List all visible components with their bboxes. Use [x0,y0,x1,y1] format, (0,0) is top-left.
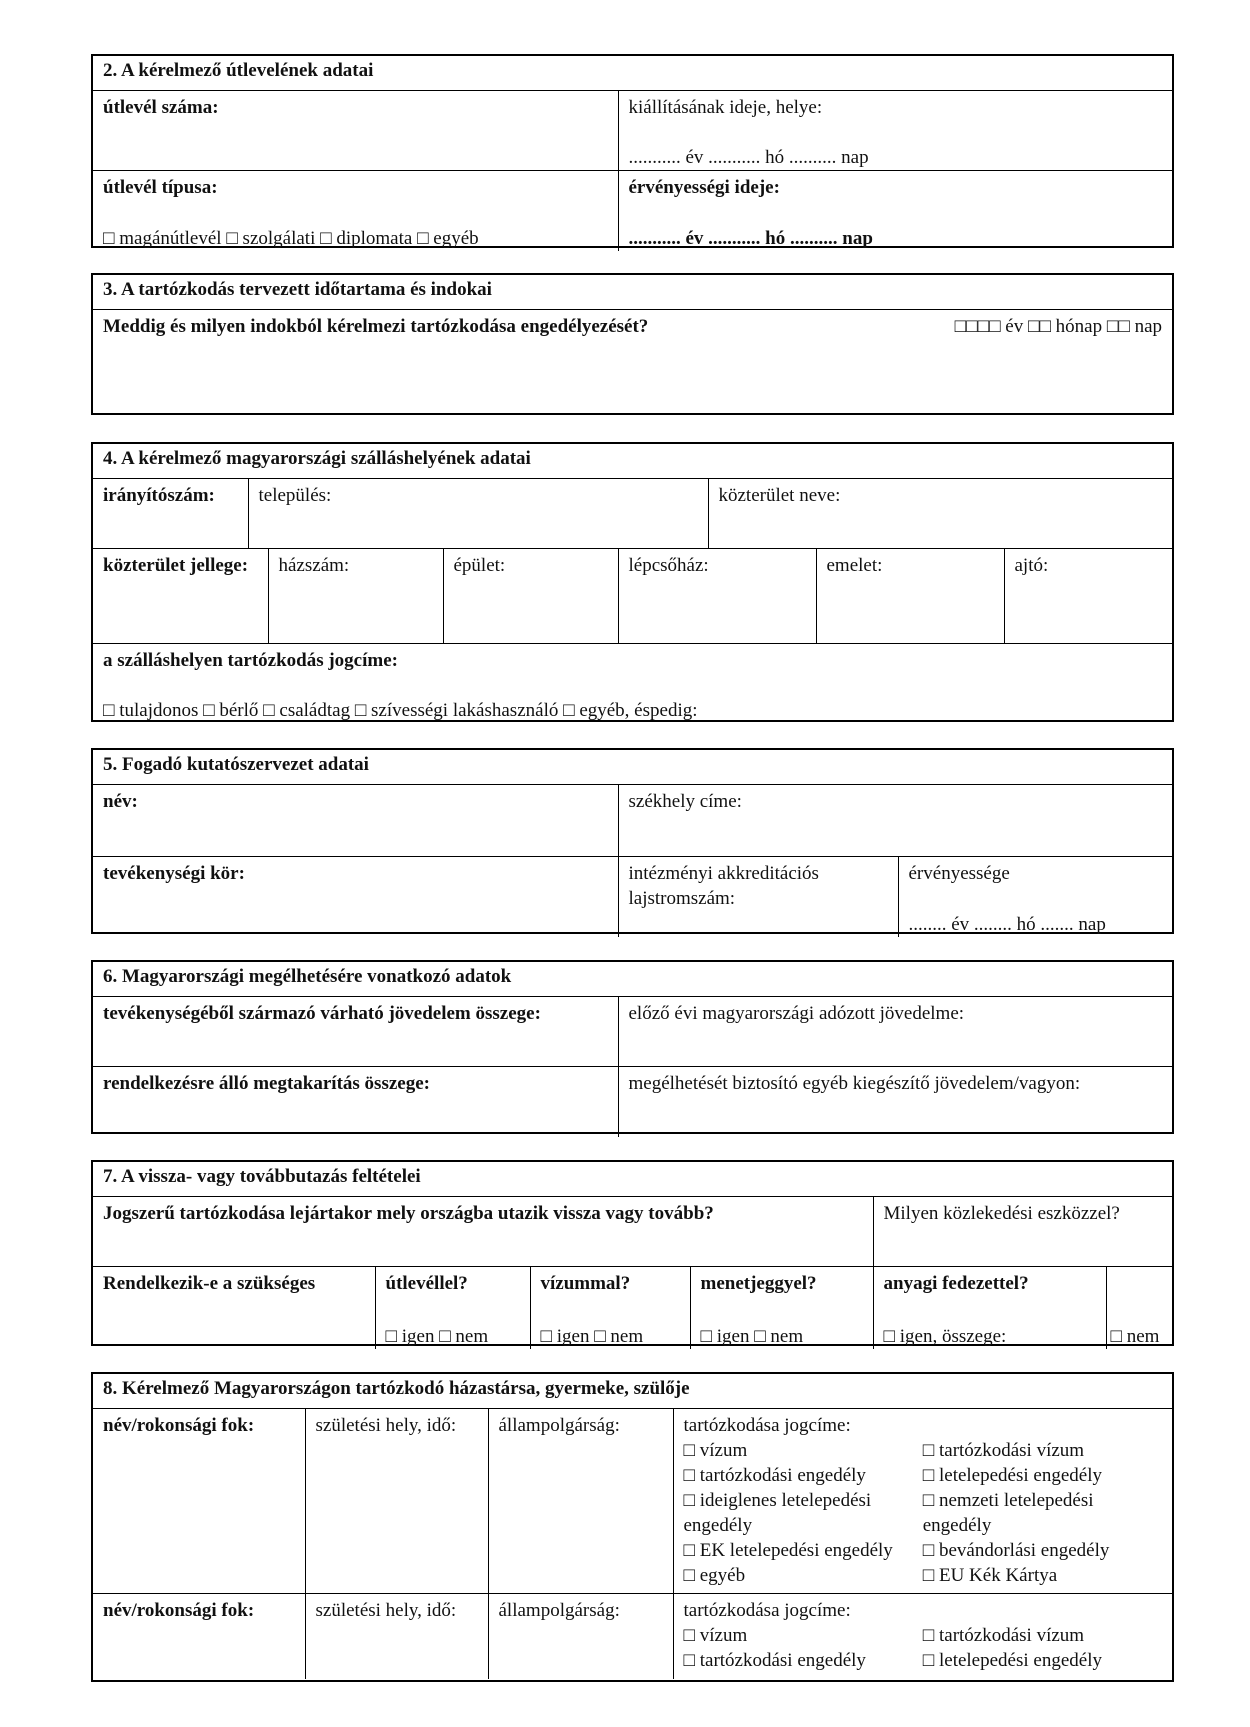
status-option[interactable]: □ EU Kék Kártya [922,1565,1058,1586]
return-country-field[interactable]: Jogszerű tartózkodása lejártakor mely országba utazik vissza vagy tovább? [93,1197,873,1267]
building-field[interactable]: épület: [443,549,618,644]
accreditation-validity-field[interactable] [898,857,1172,937]
status-option[interactable]: □ egyéb [683,1565,746,1586]
funds-no-option[interactable]: □ nem [1110,1325,1160,1347]
org-name-field[interactable]: név: [93,785,618,857]
relative-status-field[interactable] [673,1594,1172,1679]
org-seat-field[interactable]: székhely címe: [618,785,1172,857]
savings-field[interactable]: rendelkezésre álló megtakarítás összege: [93,1067,618,1137]
passport-type-label: útlevél típusa: [103,177,218,198]
section-relatives [91,1372,1174,1682]
section-title: 2. A kérelmező útlevelének adatai [93,56,1172,91]
relative-status-label: tartózkodása jogcíme: [683,1415,851,1436]
relative-citizenship-field[interactable]: állampolgárság: [488,1409,673,1594]
passport-check-options[interactable]: □ igen □ nem [385,1325,489,1347]
section-research-org [91,748,1174,934]
status-option[interactable]: □ vízum [683,1440,748,1461]
status-option[interactable]: □ bevándorlási engedély [922,1540,1110,1561]
city-field[interactable]: település: [248,479,708,549]
accommodation-title-options[interactable]: □ tulajdonos □ bérlő □ családtag □ szívességi lakáshasználó □ egyéb, éspedig: [103,699,698,721]
passport-type-options[interactable]: □ magánútlevél □ szolgálati □ diplomata □ egyéb [103,227,479,249]
stay-duration[interactable]: □□□□ év □□ hónap □□ nap [954,316,1162,337]
status-option[interactable]: □ tartózkodási vízum [922,1625,1085,1646]
status-option[interactable]: □ letelepedési engedély [922,1465,1102,1486]
ticket-check-label: menetjeggyel? [700,1273,817,1294]
section-title: 7. A vissza- vagy továbbutazás feltételei [93,1162,1172,1197]
issue-label: kiállításának ideje, helye: [628,97,823,118]
status-option[interactable]: □ tartózkodási engedély [683,1650,866,1671]
passport-number-field[interactable]: útlevél száma: [93,91,618,171]
status-option[interactable]: □ ideiglenes letelepedési engedély [683,1490,872,1536]
visa-check-options[interactable]: □ igen □ nem [540,1325,644,1347]
status-option[interactable]: □ nemzeti letelepedési engedély [922,1490,1094,1536]
relative-birth-field[interactable]: születési hely, idő: [305,1409,488,1594]
section-subsistence [91,960,1174,1134]
floor-field[interactable]: emelet: [816,549,1004,644]
section-title: 5. Fogadó kutatószervezet adatai [93,750,1172,785]
section-title: 6. Magyarországi megélhetésére vonatkozó adatok [93,962,1172,997]
activity-field[interactable]: tevékenységi kör: [93,857,618,937]
status-option[interactable]: □ vízum [683,1625,748,1646]
accreditation-validity-date: ........ év ........ hó ....... nap [908,913,1106,935]
expected-income-field[interactable]: tevékenységéből származó várható jövedelem összege: [93,997,618,1067]
stay-reason-field[interactable] [93,310,1172,418]
funds-no-field[interactable] [1106,1267,1172,1349]
relative-name-field[interactable]: név/rokonsági fok: [93,1594,305,1679]
section-return-travel [91,1160,1174,1346]
accommodation-title-label: a szálláshelyen tartózkodás jogcíme: [103,650,398,671]
issue-field[interactable] [618,91,1172,171]
street-type-field[interactable]: közterület jellege: [93,549,268,644]
accreditation-field[interactable]: intézményi akkreditációs lajstromszám: [618,857,898,937]
relative-status-field[interactable] [673,1409,1172,1594]
door-field[interactable]: ajtó: [1004,549,1172,644]
stay-question: Meddig és milyen indokból kérelmezi tartózkodása engedélyezését? [103,316,649,337]
passport-check-label: útlevéllel? [385,1273,468,1294]
status-option[interactable]: □ tartózkodási engedély [683,1465,866,1486]
status-option[interactable]: □ tartózkodási vízum [922,1440,1085,1461]
staircase-field[interactable]: lépcsőház: [618,549,816,644]
ticket-check-options[interactable]: □ igen □ nem [700,1325,804,1347]
accommodation-title-field[interactable] [93,644,1172,723]
issue-date: ........... év ........... hó .......... nap [628,147,869,168]
funds-check-label: anyagi fedezettel? [883,1273,1029,1294]
prev-income-field[interactable]: előző évi magyarországi adózott jövedelme: [618,997,1172,1067]
street-name-field[interactable]: közterület neve: [708,479,1172,549]
validity-label: érvényességi ideje: [628,177,780,198]
relative-birth-field[interactable]: születési hely, idő: [305,1594,488,1679]
validity-date: ........... év ........... hó .......... nap [628,227,873,249]
house-number-field[interactable]: házszám: [268,549,443,644]
transport-field[interactable]: Milyen közlekedési eszközzel? [873,1197,1172,1267]
visa-check-label: vízummal? [540,1273,631,1294]
relative-citizenship-field[interactable]: állampolgárság: [488,1594,673,1679]
visa-check-field[interactable] [530,1267,690,1349]
section-title: 3. A tartózkodás tervezett időtartama és indokai [93,275,1172,310]
funds-check-options[interactable]: □ igen, összege: [883,1325,1007,1347]
section-title: 4. A kérelmező magyarországi szálláshelyének adatai [93,444,1172,479]
status-option[interactable]: □ letelepedési engedély [922,1650,1102,1671]
status-option[interactable]: □ EK letelepedési engedély [683,1540,893,1561]
section-title: 8. Kérelmező Magyarországon tartózkodó házastársa, gyermeke, szülője [93,1374,1172,1409]
section-stay [91,273,1174,415]
passport-check-field[interactable] [375,1267,530,1349]
requirements-label: Rendelkezik-e a szükséges [93,1267,375,1349]
other-income-field[interactable]: megélhetését biztosító egyéb kiegészítő jövedelem/vagyon: [618,1067,1172,1137]
relative-name-field[interactable]: név/rokonsági fok: [93,1409,305,1594]
relative-status-label: tartózkodása jogcíme: [683,1600,851,1621]
accreditation-validity-label: érvényessége [908,863,1010,884]
ticket-check-field[interactable] [690,1267,873,1349]
section-passport [91,54,1174,248]
funds-check-field[interactable] [873,1267,1106,1349]
validity-field[interactable] [618,171,1172,251]
section-accommodation [91,442,1174,722]
passport-type-field[interactable] [93,171,618,251]
zip-field[interactable]: irányítószám: [93,479,248,549]
